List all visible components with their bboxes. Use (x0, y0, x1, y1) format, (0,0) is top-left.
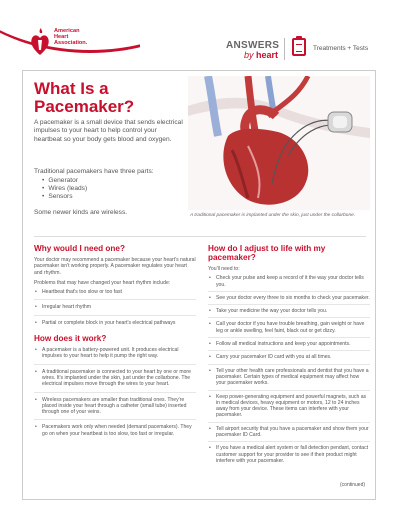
list-item: • Take your medicine the way your doctor tells you. (208, 308, 370, 318)
list-item: • See your doctor every three to six months to check your pacemaker. (208, 295, 370, 305)
list-item: • Check your pulse and keep a record of it the way your doctor tells you. (208, 275, 370, 292)
by-heart-line (226, 50, 278, 60)
list-item: • Keep power-generating equipment and powerful magnets, such as in medical devices, heavy equipment or motors, 12 to 24 inches away from your device. These items can interfere with your pacemaker. (208, 394, 370, 423)
types-heading: Traditional pacemakers have three parts: (34, 168, 154, 175)
why-heading: Why would I need one? (34, 244, 125, 253)
aha-wordmark (54, 28, 87, 46)
how-heading: How does it work? (34, 334, 107, 344)
page-title: What Is a Pacemaker? (34, 79, 135, 116)
header-divider (284, 38, 285, 60)
wireless-note: Some newer kinds are wireless. (34, 209, 128, 216)
list-item: • Carry your pacemaker ID card with you at all times. (208, 354, 370, 364)
answers-word: ANSWERS (226, 40, 280, 51)
intro-paragraph: A pacemaker is a small device that sends electrical impulses to your heart to help control your heartbeat so your body gets blood and oxygen. (34, 119, 183, 143)
list-item: • Call your doctor if you have trouble breathing, gain weight or have leg or ankle swelling, feel faint, black out or get dizzy. (208, 321, 370, 338)
list-item: • A traditional pacemaker is connected to your heart by one or more wires. It's implanted under the skin, just under the collarbone. The electrical impulses move through the wires to your heart. (34, 369, 196, 393)
aha-logo (30, 28, 87, 56)
how-list (34, 347, 196, 441)
why-paragraph-1: Your doctor may recommend a pacemaker because your heart's natural pacemaker isn't working properly. A pacemaker regulates your heart and rhythm. (34, 257, 196, 276)
pacemaker-illustration (188, 76, 370, 210)
org-line-3: Association. (54, 40, 88, 46)
types-list (42, 177, 87, 202)
list-item: • Irregular heart rhythm (34, 304, 196, 315)
why-list (34, 289, 196, 330)
adjust-lead: You'll need to: (208, 266, 240, 272)
list-item: • Wires (leads) (42, 185, 87, 193)
list-item: • Generator (42, 177, 87, 185)
by-word: by (243, 50, 254, 60)
section-divider (34, 236, 366, 237)
list-item: • A pacemaker is a battery-powered unit. It produces electrical impulses to your heart to help it pump the right way. (34, 347, 196, 365)
heart-torch-icon (30, 28, 50, 56)
list-item: • Partial or complete block in your heart's electrical pathways (34, 320, 196, 330)
list-item: • If you have a medical alert system or fall detection pendant, contact customer support for your provider to see if their product might interfere with your pacemaker. (208, 445, 370, 467)
heart-word: heart (255, 50, 278, 60)
topic-label: Treatments + Tests (313, 45, 369, 52)
list-item: • Wireless pacemakers are smaller than traditional ones. They're placed inside your heart through a catheter (small tube) inserted through one of your veins. (34, 397, 196, 421)
continued-label: (continued) (340, 482, 366, 488)
left-column (34, 244, 196, 445)
illustration-caption: A traditional pacemaker is implanted under the skin, just under the collarbone. (190, 213, 356, 218)
list-item: • Follow all medical instructions and keep your appointments. (208, 341, 370, 351)
list-item: • Pacemakers work only when needed (demand pacemakers). They go on when your heartbeat is too slow, too fast or irregular. (34, 424, 196, 441)
list-item: • Tell airport security that you have a pacemaker and show them your pacemaker ID Card. (208, 426, 370, 443)
list-item: • Heartbeat that's too slow or too fast (34, 289, 196, 300)
org-line-2: Heart (54, 34, 69, 40)
adjust-list (208, 275, 370, 467)
list-item: • Sensors (42, 193, 87, 201)
list-item: • Tell your other health care professionals and dentist that you have a pacemaker. Certain types of medical equipment may affect how your pacemaker works. (208, 368, 370, 391)
answers-by-heart-mark (226, 40, 278, 60)
why-paragraph-2: Problems that may have changed your heart rhythm include: (34, 279, 171, 286)
adjust-heading: How do I adjust to life with my pacemaker? (208, 244, 326, 262)
org-line-1: American (54, 28, 80, 34)
right-column (208, 244, 370, 470)
clipboard-icon (292, 38, 306, 56)
